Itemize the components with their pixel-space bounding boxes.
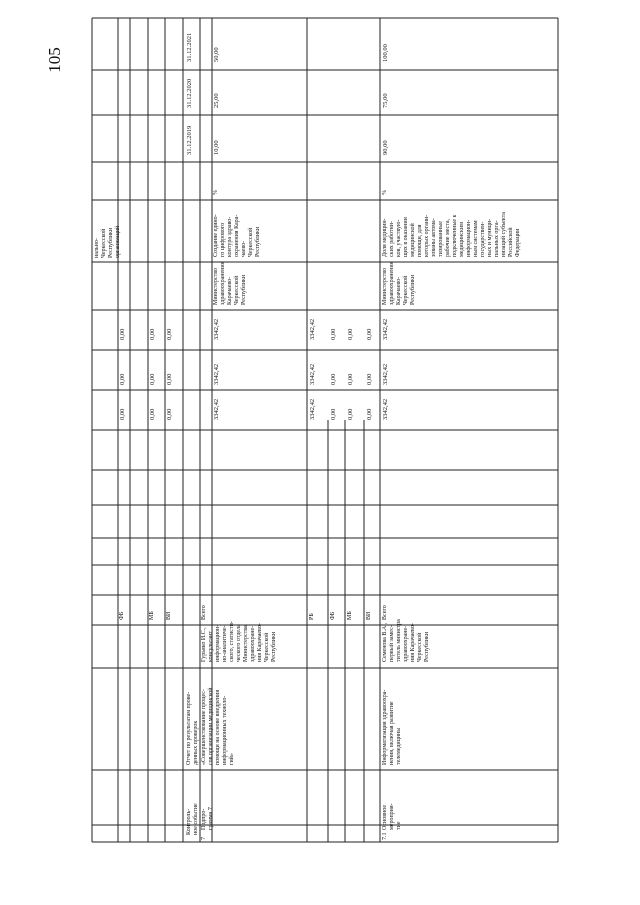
value-cell: 0,00: [119, 373, 126, 385]
value-cell: 0,00: [366, 373, 373, 385]
row71-indicator: Доля медицин- ских работни- ков, участвую- щих в оказании медицинской помощи, для которых органи- зованы автома- тизированные рабочие места, подключенные к медицинским информацион- ным системам государствен- ных и муници- пальных орга- низаций субъекта Российской Федерации: [382, 212, 521, 257]
sub-row-src: ФБ: [330, 611, 336, 620]
prev-row-src: ФБ: [119, 611, 125, 620]
year-value: 75,00: [382, 93, 389, 108]
row71-executor: Семенова В.А., первый замес- титель министра здравоохране- ния Карачаево- Черкесской Республики: [382, 619, 430, 662]
row71-source: Всего: [382, 605, 388, 620]
row7-executor: Гурьяко И.С., консультант информацион- но-аналитиче- ского, статисти- ческого отдела Министерства здравоохране- ния Карачаево- Черкесской Республики: [201, 621, 277, 662]
value-cell: 0,00: [166, 373, 173, 385]
value-cell: 0,00: [166, 408, 173, 420]
value-cell: 0,00: [330, 328, 337, 340]
row7-num: 7: [201, 837, 207, 840]
value-cell: 3342,42: [382, 318, 389, 340]
page-number: 105: [45, 47, 64, 73]
year-value: 100,00: [382, 44, 389, 62]
prev-row-src: ВИ: [166, 611, 172, 620]
row71-type: Основное мероприя- тие: [382, 803, 402, 830]
date-header: 31.12.2021: [186, 32, 193, 62]
value-cell: 3342,42: [382, 398, 389, 420]
row7-type: Подпро- грамма 7: [201, 807, 214, 830]
year-value: 10,00: [213, 140, 220, 155]
row71-unit: %: [382, 190, 388, 195]
value-cell: 0,00: [330, 408, 337, 420]
value-cell: 0,00: [347, 373, 354, 385]
value-cell: 3342,42: [309, 398, 316, 420]
row71-num: 7.1: [382, 832, 388, 840]
row7-ministry: Министерство здравоохранения Карачаево- Черкесской Республики: [213, 261, 247, 305]
row71-title: Информатизация здравоохра- нения, включая развитие телемедицины: [382, 689, 402, 765]
sub-row-src: РБ: [309, 613, 315, 620]
prev-row-src: МБ: [149, 611, 155, 620]
sub-row-src: МБ: [347, 611, 353, 620]
value-cell: 0,00: [149, 373, 156, 385]
value-cell: 0,00: [166, 328, 173, 340]
value-cell: 0,00: [119, 408, 126, 420]
value-cell: 0,00: [149, 328, 156, 340]
value-cell: 3342,42: [213, 398, 220, 420]
value-cell: 0,00: [347, 328, 354, 340]
year-value: 25,00: [213, 93, 220, 108]
row7-title: «Совершенствование процес- сов организации медицинской помощи на основе внедрения информационных техноло- гий»: [201, 687, 235, 765]
prev-org-tail: нально- Черкесской Республики организаций: [94, 225, 121, 258]
value-cell: 0,00: [149, 408, 156, 420]
date-header: 31.12.2020: [186, 78, 193, 108]
row71-ministry: Министерство здравоохранения Карачаево- Черкесской Республики: [382, 261, 416, 305]
value-cell: 3342,42: [213, 363, 220, 385]
year-value: 50,00: [213, 47, 220, 62]
value-cell: 0,00: [330, 373, 337, 385]
row7-unit: %: [213, 190, 219, 195]
value-cell: 3342,42: [213, 318, 220, 340]
sub-row-src: ВИ: [366, 611, 372, 620]
value-cell: 0,00: [366, 328, 373, 340]
value-cell: 3342,42: [382, 363, 389, 385]
control-type: Контроль- ное событие: [186, 803, 199, 835]
value-cell: 3342,42: [309, 318, 316, 340]
value-cell: 3342,42: [309, 363, 316, 385]
value-cell: 0,00: [119, 328, 126, 340]
row7-indicator: Создание едино- го цифрового контура здраво- охранения Кара- чаево- Черкесской Республики: [213, 214, 261, 257]
value-cell: 0,00: [347, 408, 354, 420]
date-header: 31.12.2019: [186, 125, 193, 155]
year-value: 90,00: [382, 140, 389, 155]
value-cell: 0,00: [366, 408, 373, 420]
row7-source: Всего: [201, 605, 207, 620]
control-title: Отчет по результатам прове- денных проверок: [186, 691, 199, 765]
